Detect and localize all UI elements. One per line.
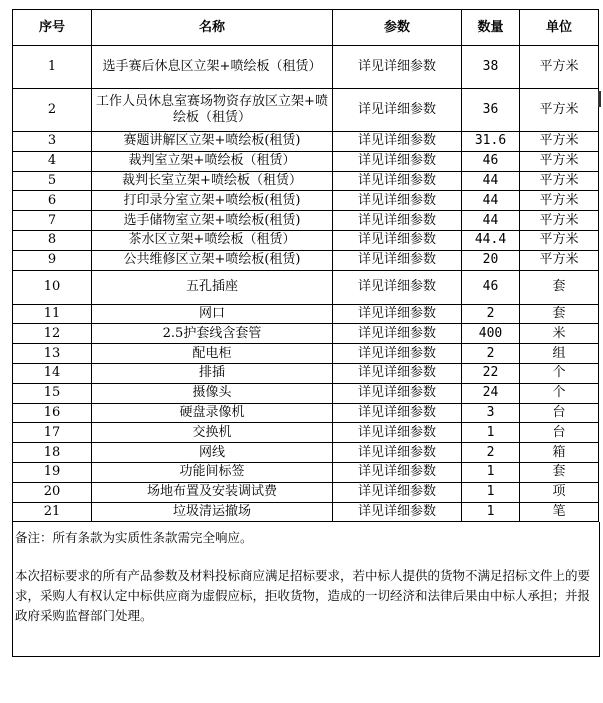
row-unit: 米 [520, 324, 599, 344]
row-qty: 44 [462, 171, 520, 191]
row-name: 选手赛后休息区立架+喷绘板（租赁） [92, 46, 333, 89]
table-row [13, 132, 599, 152]
table-row [13, 191, 599, 211]
table-row [13, 211, 599, 231]
row-qty: 3 [462, 403, 520, 423]
row-qty: 24 [462, 383, 520, 403]
row-param: 详见详细参数 [333, 324, 462, 344]
row-param: 详见详细参数 [333, 132, 462, 152]
row-no: 14 [13, 363, 92, 383]
table-row [13, 89, 599, 132]
table-row [13, 403, 599, 423]
row-no: 18 [13, 443, 92, 463]
row-qty: 44 [462, 191, 520, 211]
row-name: 功能间标签 [92, 462, 333, 482]
row-qty: 44 [462, 211, 520, 231]
row-no: 8 [13, 230, 92, 250]
row-qty: 2 [462, 304, 520, 324]
row-unit: 平方米 [520, 89, 599, 132]
header-unit: 单位 [520, 10, 599, 46]
row-param: 详见详细参数 [333, 423, 462, 443]
table-row [13, 423, 599, 443]
row-param: 详见详细参数 [333, 482, 462, 502]
row-qty: 1 [462, 502, 520, 522]
row-name: 裁判长室立架+喷绘板（租赁） [92, 171, 333, 191]
row-unit: 平方米 [520, 132, 599, 152]
row-name: 配电柜 [92, 344, 333, 364]
table-row [13, 151, 599, 171]
table-row [13, 171, 599, 191]
row-name: 摄像头 [92, 383, 333, 403]
row-name: 垃圾清运撤场 [92, 502, 333, 522]
table-row [13, 250, 599, 270]
row-name: 交换机 [92, 423, 333, 443]
row-param: 详见详细参数 [333, 191, 462, 211]
row-param: 详见详细参数 [333, 383, 462, 403]
row-unit: 套 [520, 462, 599, 482]
row-no: 12 [13, 324, 92, 344]
row-qty: 1 [462, 462, 520, 482]
row-qty: 38 [462, 46, 520, 89]
row-param: 详见详细参数 [333, 211, 462, 231]
row-param: 详见详细参数 [333, 270, 462, 304]
row-param: 详见详细参数 [333, 171, 462, 191]
spec-table [12, 9, 599, 522]
row-no: 10 [13, 270, 92, 304]
header-qty: 数量 [462, 10, 520, 46]
row-qty: 400 [462, 324, 520, 344]
row-no: 6 [13, 191, 92, 211]
row-qty: 46 [462, 270, 520, 304]
header-name: 名称 [92, 10, 333, 46]
table-row [13, 363, 599, 383]
row-unit: 箱 [520, 443, 599, 463]
row-no: 2 [13, 89, 92, 132]
row-no: 3 [13, 132, 92, 152]
row-name: 裁判室立架+喷绘板（租赁） [92, 151, 333, 171]
table-body [13, 46, 599, 522]
table-row [13, 304, 599, 324]
row-no: 15 [13, 383, 92, 403]
row-qty: 2 [462, 443, 520, 463]
row-no: 20 [13, 482, 92, 502]
row-name: 赛题讲解区立架+喷绘板(租赁) [92, 132, 333, 152]
table-row [13, 230, 599, 250]
row-param: 详见详细参数 [333, 151, 462, 171]
row-name: 网线 [92, 443, 333, 463]
row-unit: 平方米 [520, 151, 599, 171]
row-unit: 个 [520, 383, 599, 403]
row-qty: 44.4 [462, 230, 520, 250]
row-unit: 平方米 [520, 46, 599, 89]
row-unit: 套 [520, 304, 599, 324]
row-no: 19 [13, 462, 92, 482]
statement-text: 本次招标要求的所有产品参数及材料投标商应满足招标要求，若中标人提供的货物不满足招标文件上的要求，采购人有权认定中标供应商为虚假应标，拒收货物，造成的一切经济和法律后果由中标人承担；并报政府采购监督部门处理。 [15, 568, 591, 624]
scroll-indicator[interactable] [598, 91, 601, 107]
row-name: 公共维修区立架+喷绘板(租赁) [92, 250, 333, 270]
row-no: 16 [13, 403, 92, 423]
row-qty: 20 [462, 250, 520, 270]
row-param: 详见详细参数 [333, 304, 462, 324]
row-param: 详见详细参数 [333, 89, 462, 132]
row-unit: 平方米 [520, 230, 599, 250]
row-name: 场地布置及安装调试费 [92, 482, 333, 502]
row-name: 网口 [92, 304, 333, 324]
row-unit: 平方米 [520, 171, 599, 191]
row-name: 硬盘录像机 [92, 403, 333, 423]
table-row [13, 462, 599, 482]
notes-box [12, 522, 600, 657]
row-unit: 台 [520, 423, 599, 443]
row-param: 详见详细参数 [333, 403, 462, 423]
row-unit: 平方米 [520, 250, 599, 270]
table-row [13, 383, 599, 403]
row-param: 详见详细参数 [333, 363, 462, 383]
row-unit: 组 [520, 344, 599, 364]
table-header-row [13, 10, 599, 46]
table-row [13, 482, 599, 502]
row-unit: 套 [520, 270, 599, 304]
row-no: 17 [13, 423, 92, 443]
row-param: 详见详细参数 [333, 230, 462, 250]
table-row [13, 270, 599, 304]
row-unit: 台 [520, 403, 599, 423]
row-unit: 项 [520, 482, 599, 502]
table-row [13, 443, 599, 463]
row-param: 详见详细参数 [333, 502, 462, 522]
row-qty: 2 [462, 344, 520, 364]
row-name: 五孔插座 [92, 270, 333, 304]
row-unit: 个 [520, 363, 599, 383]
row-qty: 46 [462, 151, 520, 171]
row-no: 5 [13, 171, 92, 191]
table-row [13, 344, 599, 364]
row-no: 4 [13, 151, 92, 171]
row-param: 详见详细参数 [333, 46, 462, 89]
row-no: 1 [13, 46, 92, 89]
row-qty: 36 [462, 89, 520, 132]
table-row [13, 502, 599, 522]
row-param: 详见详细参数 [333, 462, 462, 482]
row-param: 详见详细参数 [333, 250, 462, 270]
row-qty: 31.6 [462, 132, 520, 152]
row-no: 21 [13, 502, 92, 522]
row-no: 7 [13, 211, 92, 231]
table-row [13, 46, 599, 89]
header-no: 序号 [13, 10, 92, 46]
header-param: 参数 [333, 10, 462, 46]
row-qty: 1 [462, 482, 520, 502]
row-qty: 22 [462, 363, 520, 383]
row-param: 详见详细参数 [333, 443, 462, 463]
row-param: 详见详细参数 [333, 344, 462, 364]
remark-text: 备注：所有条款为实质性条款需完全响应。 [15, 530, 253, 546]
row-name: 选手储物室立架+喷绘板(租赁) [92, 211, 333, 231]
row-no: 11 [13, 304, 92, 324]
row-no: 9 [13, 250, 92, 270]
row-name: 2.5护套线含套管 [92, 324, 333, 344]
row-unit: 平方米 [520, 191, 599, 211]
table-row [13, 324, 599, 344]
row-unit: 平方米 [520, 211, 599, 231]
row-name: 工作人员休息室赛场物资存放区立架+喷绘板（租赁） [92, 89, 333, 132]
row-qty: 1 [462, 423, 520, 443]
procurement-spec-sheet [12, 9, 598, 657]
row-name: 茶水区立架+喷绘板（租赁） [92, 230, 333, 250]
row-no: 13 [13, 344, 92, 364]
row-name: 排插 [92, 363, 333, 383]
row-unit: 笔 [520, 502, 599, 522]
row-name: 打印录分室立架+喷绘板(租赁) [92, 191, 333, 211]
